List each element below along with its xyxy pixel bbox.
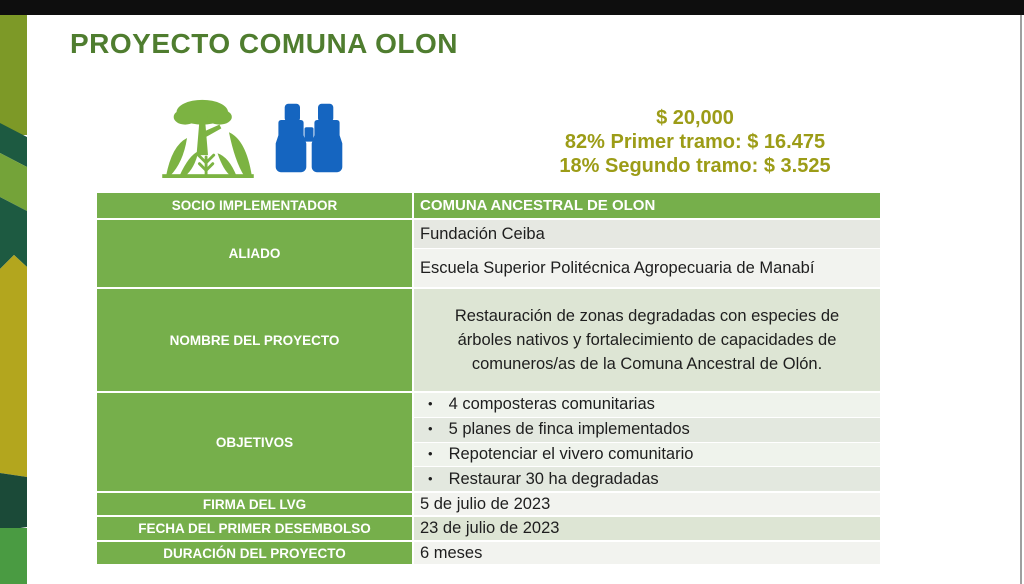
funding-summary [495, 106, 895, 178]
funding-total: $ 20,000 [656, 107, 734, 129]
row-label-objetivos: OBJETIVOS [97, 393, 412, 491]
cell-fecha-desembolso: 23 de julio de 2023 [414, 517, 880, 540]
decorative-left-strip [0, 15, 27, 584]
row-label-fecha-desembolso: FECHA DEL PRIMER DESEMBOLSO [97, 517, 412, 540]
cell-comuna-ancestral: COMUNA ANCESTRAL DE OLON [414, 193, 880, 218]
cell-aliado-2: Escuela Superior Politécnica Agropecuaria de Manabí [414, 249, 880, 287]
objective-item: • Repotenciar el vivero comunitario [414, 443, 880, 467]
row-label-socio-implementador: SOCIO IMPLEMENTADOR [97, 193, 412, 218]
table-row [97, 393, 880, 491]
cell-aliado-1: Fundación Ceiba [414, 220, 880, 248]
objective-item: • 4 composteras comunitarias [414, 393, 880, 417]
row-label-nombre-proyecto: NOMBRE DEL PROYECTO [97, 289, 412, 391]
objective-item: • Restaurar 30 ha degradadas [414, 467, 880, 491]
row-label-aliado: ALIADO [97, 220, 412, 287]
table-row [97, 493, 880, 515]
cell-firma-lvg: 5 de julio de 2023 [414, 493, 880, 515]
cell-nombre-proyecto: Restauración de zonas degradadas con especies de árboles nativos y fortalecimiento de capacidades de comuneros/as de la Comuna Ancestral de Olón. [414, 289, 880, 391]
funding-second-tranche: 18% Segundo tramo: $ 3.525 [559, 155, 831, 177]
cell-duracion: 6 meses [414, 542, 880, 564]
row-label-duracion: DURACIÓN DEL PROYECTO [97, 542, 412, 564]
objective-item: • 5 planes de finca implementados [414, 418, 880, 442]
funding-first-tranche: 82% Primer tramo: $ 16.475 [564, 131, 826, 153]
table-row [97, 542, 880, 564]
table-row [97, 220, 880, 287]
table-row [97, 289, 880, 391]
project-table [97, 193, 880, 564]
binoculars-icon [272, 102, 346, 174]
top-black-bar [0, 0, 1024, 15]
row-label-firma-lvg: FIRMA DEL LVG [97, 493, 412, 515]
table-row [97, 193, 880, 218]
forest-vegetation-icon [160, 96, 256, 178]
slide-right-edge [1020, 15, 1022, 584]
page-title: PROYECTO COMUNA OLON [70, 28, 459, 59]
table-row [97, 517, 880, 540]
